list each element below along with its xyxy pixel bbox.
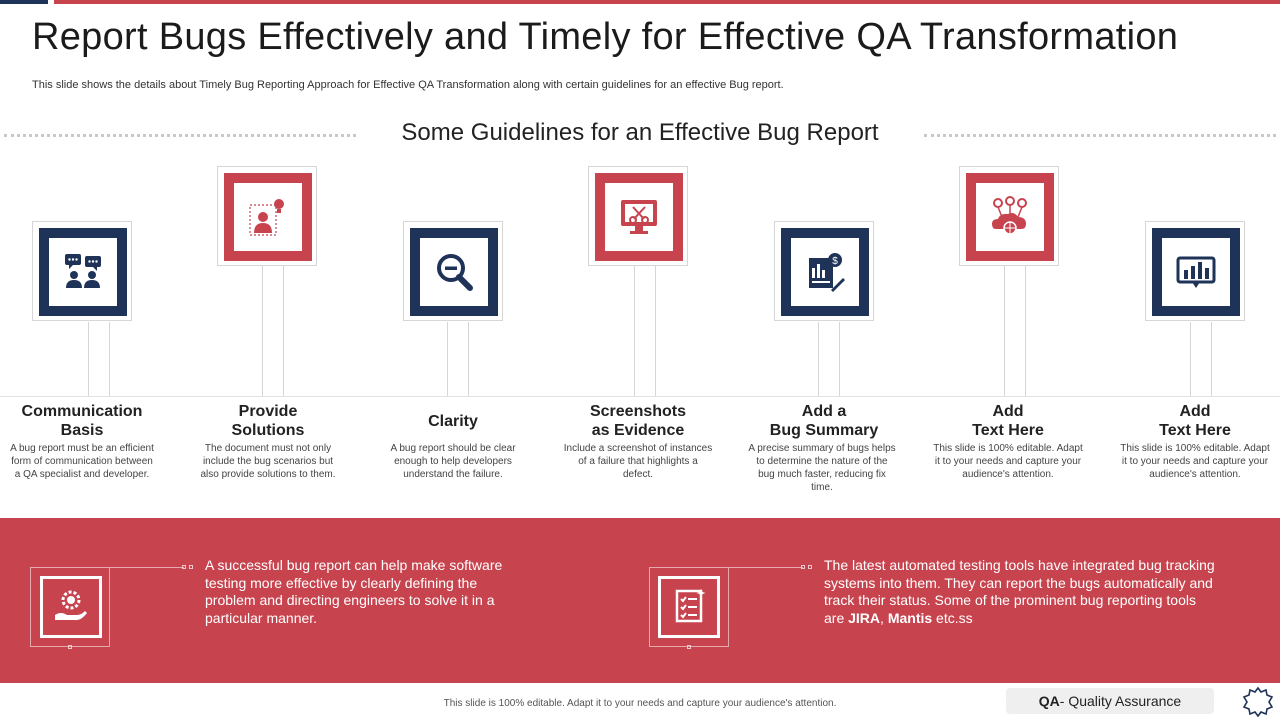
guideline-card-clarity xyxy=(403,221,503,321)
band-right-node xyxy=(808,565,812,569)
guideline-title: Provide Solutions xyxy=(231,403,305,439)
guideline-title: Screenshots as Evidence xyxy=(589,403,687,439)
report-document-icon xyxy=(803,250,847,294)
page-title: Report Bugs Effectively and Timely for Effective QA Transformation xyxy=(32,16,1179,58)
band-right-connector xyxy=(729,567,803,568)
guideline-icon-frame xyxy=(595,173,683,261)
band-right-text: The latest automated testing tools have integrated bug tracking systems into them. They can report the bugs automatically and track their status. Some of the prominent bug reporting tools are JIRA, Mantis etc.ss xyxy=(824,557,1215,626)
band-left-icon-frame xyxy=(40,576,102,638)
guideline-card-solutions xyxy=(217,166,317,266)
tool-name-mantis: Mantis xyxy=(887,609,933,626)
guideline-title: Add Text Here xyxy=(1159,403,1231,439)
band-right-node xyxy=(687,645,691,649)
card-stem xyxy=(818,322,840,396)
band-right-icon-frame xyxy=(658,576,720,638)
band-right-node xyxy=(801,565,805,569)
card-stem xyxy=(262,266,284,396)
qa-label-badge: QA - Quality Assurance xyxy=(1006,688,1214,714)
guideline-icon-frame xyxy=(224,173,312,261)
gear-hand-icon xyxy=(51,585,91,630)
gear-outline-icon xyxy=(1242,686,1274,718)
section-heading: Some Guidelines for an Effective Bug Report xyxy=(401,119,879,146)
footer-note: This slide is 100% editable. Adapt it to your needs and capture your audience's attention. xyxy=(443,698,837,709)
band-left-node xyxy=(189,565,193,569)
guideline-icon-frame xyxy=(1152,228,1240,316)
guideline-description: The document must not only include the bug scenarios but also provide solutions to them. xyxy=(200,443,336,480)
guideline-description: This slide is 100% editable. Adapt it to your needs and capture your audience's attention. xyxy=(933,443,1083,480)
guideline-description: A bug report must be an efficient form of communication between a QA specialist and developer. xyxy=(10,443,154,480)
page-subtitle: This slide shows the details about Timely Bug Reporting Approach for Effective QA Transformation along with certain guidelines for an effective Bug report. xyxy=(32,79,784,91)
guideline-icon-frame xyxy=(781,228,869,316)
zoom-out-icon xyxy=(432,250,476,294)
guideline-description: This slide is 100% editable. Adapt it to your needs and capture your audience's attention. xyxy=(1120,443,1270,480)
tool-name-jira: JIRA xyxy=(848,609,881,626)
band-left-node xyxy=(68,645,72,649)
top-accent-bar-red xyxy=(54,0,1280,4)
guideline-title: Add Text Here xyxy=(972,403,1044,439)
guideline-description: A precise summary of bugs helps to determine the nature of the bug much faster, reducing fix time. xyxy=(748,443,896,493)
band-left-text: A successful bug report can help make software testing more effective by clearly defining the problem and directing engineers to solve it in a particular manner. xyxy=(205,557,503,626)
card-stem xyxy=(634,266,656,396)
checklist-icon xyxy=(669,585,709,630)
guideline-icon-frame xyxy=(966,173,1054,261)
band-left-node xyxy=(182,565,186,569)
timeline-baseline xyxy=(0,396,1280,397)
screen-scissors-icon xyxy=(617,195,661,239)
guideline-card-add-text-2 xyxy=(1145,221,1245,321)
guideline-card-communication xyxy=(32,221,132,321)
monitor-chart-icon xyxy=(1174,250,1218,294)
guideline-title: Clarity xyxy=(428,413,478,430)
guideline-icon-frame xyxy=(410,228,498,316)
guideline-card-add-text-1 xyxy=(959,166,1059,266)
card-stem xyxy=(1190,322,1212,396)
guideline-description: A bug report should be clear enough to help developers understand the failure. xyxy=(390,443,516,480)
person-idea-icon xyxy=(246,195,290,239)
top-accent-bar-navy xyxy=(0,0,48,4)
band-left-connector xyxy=(110,567,184,568)
cloud-network-icon xyxy=(988,195,1032,239)
guideline-card-summary xyxy=(774,221,874,321)
card-stem xyxy=(88,322,110,396)
guideline-description: Include a screenshot of instances of a failure that highlights a defect. xyxy=(563,443,713,480)
guideline-icon-frame xyxy=(39,228,127,316)
svg-text:$: $ xyxy=(832,256,838,267)
guideline-title: Add a Bug Summary xyxy=(769,403,879,439)
card-stem xyxy=(1004,266,1026,396)
card-stem xyxy=(447,322,469,396)
chat-people-icon xyxy=(61,250,105,294)
guideline-card-screenshots xyxy=(588,166,688,266)
guideline-title: Communication Basis xyxy=(21,403,143,439)
